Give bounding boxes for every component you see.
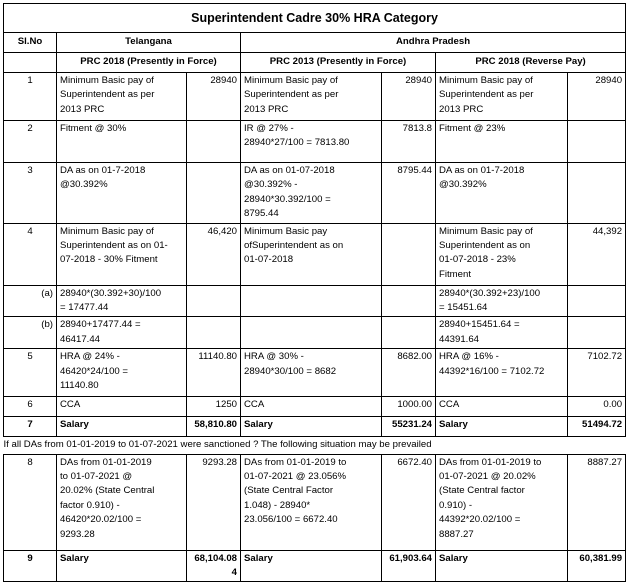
table-row [4, 454, 626, 550]
header-prc2013-force: PRC 2013 (Presently in Force) [241, 53, 436, 73]
header-prc2018-reverse: PRC 2018 (Reverse Pay) [436, 53, 626, 73]
reverse-pay-value: 7102.72 [568, 349, 626, 397]
telangana-description: Minimum Basic pay of Superintendent as on 01- 07-2018 - 30% Fitment [57, 223, 187, 285]
sl-no-cell: 4 [4, 223, 57, 285]
prc2013-description: Minimum Basic pay of Superintendent as per 2013 PRC [241, 73, 382, 121]
header-slno: Sl.No [4, 33, 57, 53]
reverse-subcalc: 28940+15451.64 = 44391.64 [436, 317, 568, 349]
prc2013-description: Minimum Basic pay ofSuperintendent as on 01-07-2018 [241, 223, 382, 285]
prc2013-description: CCA [241, 397, 382, 417]
prc2013-empty-cell [241, 285, 382, 317]
sl-no-cell: 3 [4, 163, 57, 224]
prc2013-empty-cell [241, 317, 382, 349]
telangana-description: CCA [57, 397, 187, 417]
sl-no-cell: 5 [4, 349, 57, 397]
header-telangana: Telangana [57, 33, 241, 53]
table-row [4, 285, 626, 317]
telangana-description: Fitment @ 30% [57, 121, 187, 163]
telangana-value: 68,104.084 [187, 550, 241, 582]
reverse-pay-description: Fitment @ 23% [436, 121, 568, 163]
note-text: If all DAs from 01-01-2019 to 01-07-2021 were sanctioned ? The following situation may be prevailed [4, 437, 626, 454]
telangana-description: HRA @ 24% - 46420*24/100 = 11140.80 [57, 349, 187, 397]
reverse-pay-description: DA as on 01-7-2018 @30.392% [436, 163, 568, 224]
prc2013-description: DA as on 01-07-2018 @30.392% - 28940*30.392/100 = 8795.44 [241, 163, 382, 224]
prc2013-empty-value [382, 285, 436, 317]
prc2013-value: 8682.00 [382, 349, 436, 397]
reverse-subcalc-value [568, 317, 626, 349]
reverse-subcalc: 28940*(30.392+23)/100 = 15451.64 [436, 285, 568, 317]
table-row [4, 223, 626, 285]
telangana-subcalc-value [187, 317, 241, 349]
reverse-pay-description: Minimum Basic pay of Superintendent as on 01-07-2018 - 23% Fitment [436, 223, 568, 285]
reverse-pay-value: 28940 [568, 73, 626, 121]
reverse-pay-value [568, 121, 626, 163]
sl-no-cell: 9 [4, 550, 57, 582]
telangana-description: DA as on 01-7-2018 @30.392% [57, 163, 187, 224]
reverse-pay-description: Salary [436, 417, 568, 437]
telangana-value [187, 163, 241, 224]
prc2013-description: HRA @ 30% - 28940*30/100 = 8682 [241, 349, 382, 397]
telangana-subcalc: 28940+17477.44 = 46417.44 [57, 317, 187, 349]
prc2013-value: 55231.24 [382, 417, 436, 437]
telangana-description: DAs from 01-01-2019 to 01-07-2021 @ 20.02% (State Central factor 0.910) - 46420*20.02/100 = 9293.28 [57, 454, 187, 550]
reverse-pay-value: 51494.72 [568, 417, 626, 437]
reverse-pay-value: 60,381.99 [568, 550, 626, 582]
telangana-value: 9293.28 [187, 454, 241, 550]
reverse-subcalc-value [568, 285, 626, 317]
telangana-description: Minimum Basic pay of Superintendent as per 2013 PRC [57, 73, 187, 121]
telangana-value: 46,420 [187, 223, 241, 285]
sl-no-cell: 6 [4, 397, 57, 417]
sl-no-cell: 7 [4, 417, 57, 437]
reverse-pay-description: CCA [436, 397, 568, 417]
table-row [4, 163, 626, 224]
sub-row-label: (a) [4, 285, 57, 317]
telangana-subcalc-value [187, 285, 241, 317]
reverse-pay-value: 0.00 [568, 397, 626, 417]
reverse-pay-value: 44,392 [568, 223, 626, 285]
prc2013-description: IR @ 27% - 28940*27/100 = 7813.80 [241, 121, 382, 163]
telangana-value: 11140.80 [187, 349, 241, 397]
header-andhra-pradesh: Andhra Pradesh [241, 33, 626, 53]
table-title: Superintendent Cadre 30% HRA Category [4, 4, 626, 33]
reverse-pay-description: DAs from 01-01-2019 to 01-07-2021 @ 20.02% (State Central factor 0.910) - 44392*20.02/100 = 8887.27 [436, 454, 568, 550]
table-row [4, 437, 626, 454]
table-row [4, 417, 626, 437]
prc2013-description: Salary [241, 550, 382, 582]
prc2013-description: DAs from 01-01-2019 to 01-07-2021 @ 23.056% (State Central Factor 1.048) - 28940* 23.056/100 = 6672.40 [241, 454, 382, 550]
sub-row-label: (b) [4, 317, 57, 349]
prc2013-empty-value [382, 317, 436, 349]
table-row [4, 121, 626, 163]
reverse-pay-description: HRA @ 16% - 44392*16/100 = 7102.72 [436, 349, 568, 397]
sl-no-cell: 2 [4, 121, 57, 163]
telangana-subcalc: 28940*(30.392+30)/100 = 17477.44 [57, 285, 187, 317]
reverse-pay-description: Salary [436, 550, 568, 582]
reverse-pay-description: Minimum Basic pay of Superintendent as per 2013 PRC [436, 73, 568, 121]
sl-no-cell: 1 [4, 73, 57, 121]
prc2013-value: 61,903.64 [382, 550, 436, 582]
header-prc2018-force: PRC 2018 (Presently in Force) [57, 53, 241, 73]
sl-no-cell: 8 [4, 454, 57, 550]
telangana-description: Salary [57, 417, 187, 437]
reverse-pay-value: 8887.27 [568, 454, 626, 550]
table-row [4, 317, 626, 349]
header-blank-cell [4, 53, 57, 73]
telangana-value: 1250 [187, 397, 241, 417]
prc2013-description: Salary [241, 417, 382, 437]
table-row [4, 349, 626, 397]
table-row [4, 73, 626, 121]
table-row [4, 550, 626, 582]
prc2013-value [382, 223, 436, 285]
prc2013-value: 8795.44 [382, 163, 436, 224]
prc2013-value: 28940 [382, 73, 436, 121]
prc2013-value: 7813.8 [382, 121, 436, 163]
prc2013-value: 6672.40 [382, 454, 436, 550]
telangana-description: Salary [57, 550, 187, 582]
telangana-value: 28940 [187, 73, 241, 121]
hra-comparison-table [3, 3, 626, 582]
table-row [4, 397, 626, 417]
telangana-value [187, 121, 241, 163]
prc2013-value: 1000.00 [382, 397, 436, 417]
reverse-pay-value [568, 163, 626, 224]
telangana-value: 58,810.80 [187, 417, 241, 437]
